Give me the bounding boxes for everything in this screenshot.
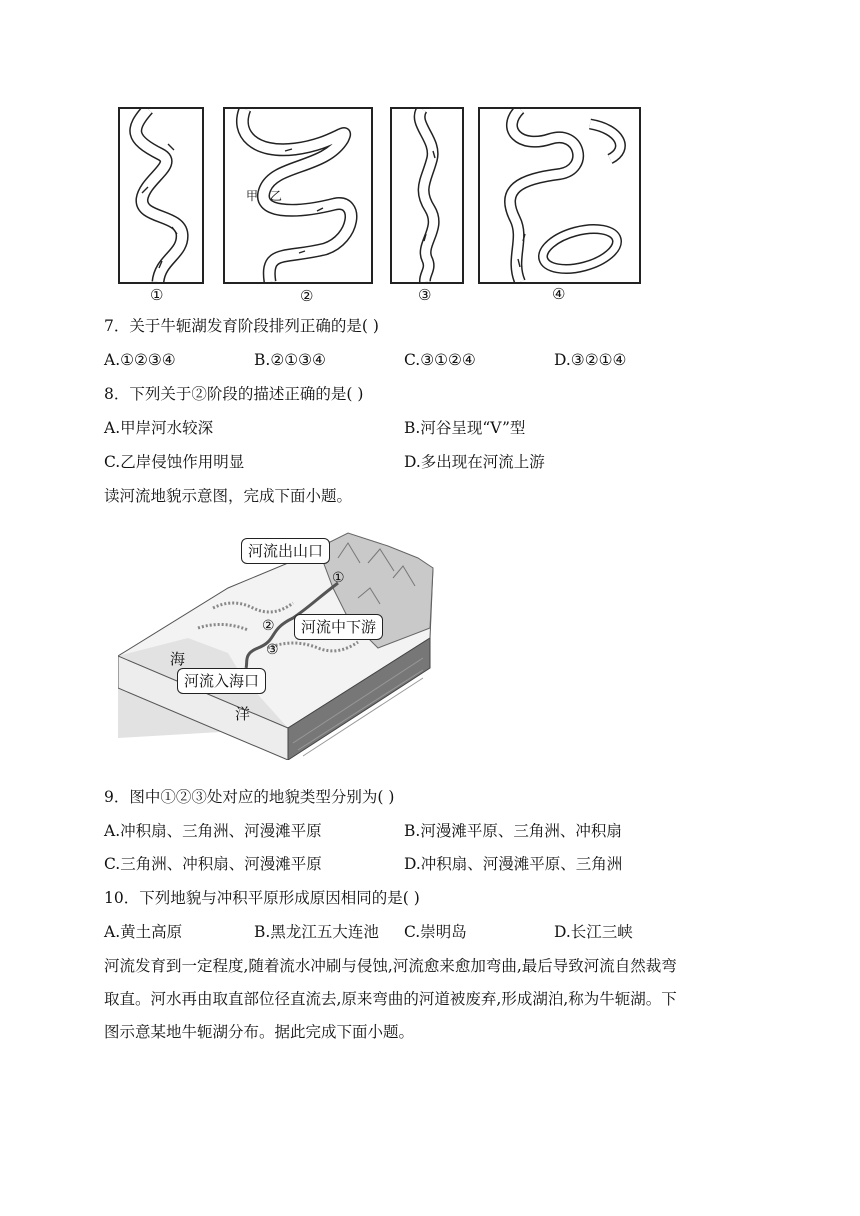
figure2-intro: 读河流地貌示意图，完成下面小题。 (104, 487, 353, 505)
passage-line-2: 取直。河水再由取直部位径直流去,原来弯曲的河道被废弃,形成湖泊,称为牛轭湖。下 (104, 990, 677, 1008)
q8-option-d: D.多出现在河流上游 (404, 453, 545, 471)
callout-text-2: 河流中下游 (301, 618, 377, 636)
callout-river-mountain-exit (241, 538, 330, 564)
meander-river-1 (120, 109, 202, 282)
q10-option-c: C.崇明岛 (404, 923, 467, 941)
meander-river-3 (392, 109, 462, 282)
ocean-label: 洋 (235, 705, 251, 723)
q7-option-c: C.③①②④ (404, 351, 476, 369)
panel-label-4: ④ (552, 285, 566, 303)
q10-option-b: B.黑龙江五大连池 (254, 923, 379, 941)
marker-2: ② (262, 618, 275, 634)
panel-label-3: ③ (418, 286, 432, 304)
q7-option-b: B.②①③④ (254, 351, 326, 369)
panel-label-1: ① (150, 286, 164, 304)
meander-river-4 (480, 109, 639, 282)
bank-label-yi: 乙 (270, 189, 283, 203)
question-8-stem: 8．下列关于②阶段的描述正确的是( ) (104, 385, 364, 403)
q7-option-d: D.③②①④ (554, 351, 627, 369)
meander-panel-3 (390, 107, 464, 284)
question-9-stem: 9．图中①②③处对应的地貌类型分别为( ) (104, 788, 395, 806)
meander-panel-1 (118, 107, 204, 284)
question-10-stem: 10．下列地貌与冲积平原形成原因相同的是( ) (104, 889, 420, 907)
callout-river-mouth (177, 668, 266, 694)
q9-option-d: D.冲积扇、河漫滩平原、三角洲 (404, 855, 623, 873)
q8-option-c: C.乙岸侵蚀作用明显 (104, 453, 245, 471)
q7-option-a: A.①②③④ (104, 351, 176, 369)
marker-3: ③ (266, 642, 279, 658)
q9-option-a: A.冲积扇、三角洲、河漫滩平原 (104, 822, 322, 840)
passage-line-1: 河流发育到一定程度,随着流水冲刷与侵蚀,河流愈来愈加弯曲,最后导致河流自然裁弯 (104, 957, 677, 975)
q10-option-a: A.黄土高原 (104, 923, 183, 941)
river-landform-diagram (118, 528, 438, 760)
callout-river-middle-lower (294, 614, 383, 640)
q10-option-d: D.长江三峡 (554, 923, 633, 941)
q9-option-b: B.河漫滩平原、三角洲、冲积扇 (404, 822, 622, 840)
meander-panel-4 (478, 107, 641, 284)
panel-label-2: ② (300, 287, 314, 305)
q8-option-a: A.甲岸河水较深 (104, 419, 214, 437)
passage-line-3: 图示意某地牛轭湖分布。据此完成下面小题。 (104, 1023, 415, 1041)
q9-option-c: C.三角洲、冲积扇、河漫滩平原 (104, 855, 322, 873)
q8-option-b: B.河谷呈现“V”型 (404, 419, 526, 437)
callout-text-3: 河流入海口 (184, 672, 260, 690)
question-7-stem: 7．关于牛轭湖发育阶段排列正确的是( ) (104, 317, 379, 335)
callout-text-1: 河流出山口 (248, 542, 324, 560)
meander-panel-2 (223, 107, 373, 284)
marker-1: ① (332, 570, 345, 586)
sea-label: 海 (170, 650, 186, 668)
bank-label-jia: 甲 (246, 189, 259, 203)
